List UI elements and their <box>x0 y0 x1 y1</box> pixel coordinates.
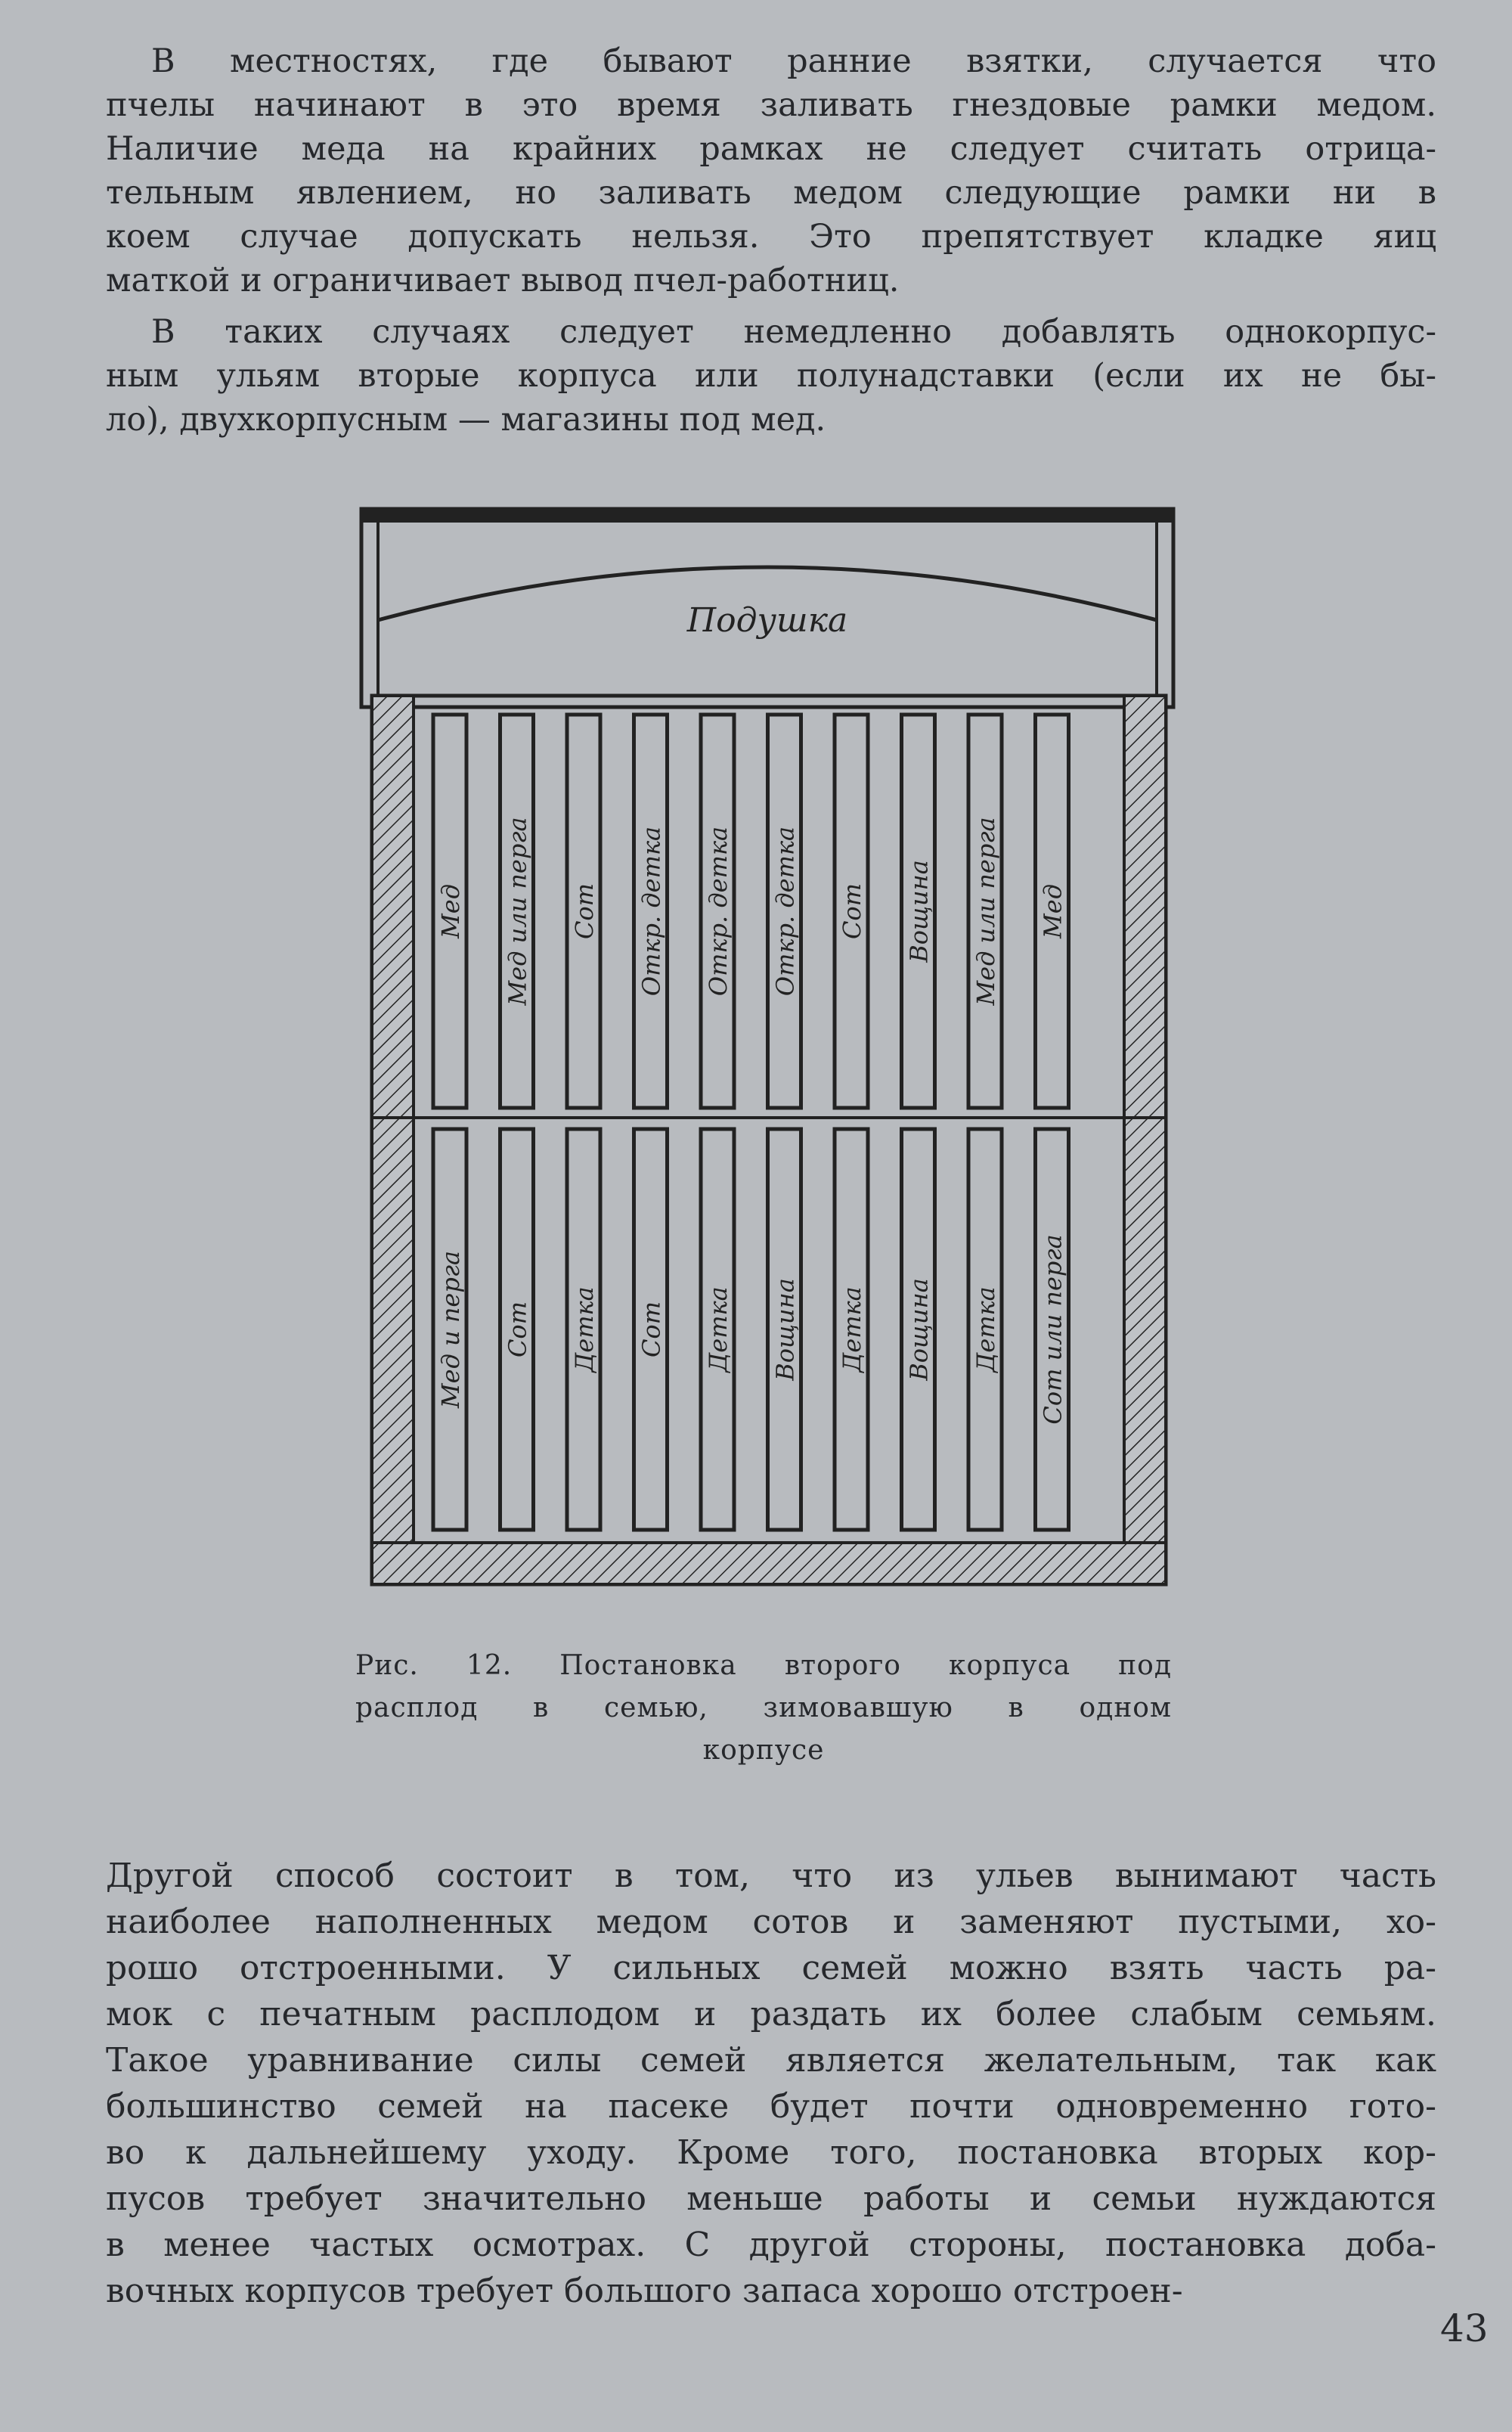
text-line: пусов требует значительно меньше работы и семьи нуждаются <box>106 2179 1436 2218</box>
text-line: коем случае допускать нельзя. Это препятствует кладке яиц <box>106 218 1436 256</box>
text-line: мок с печатным расплодом и раздать их более слабым семьям. <box>106 1995 1436 2033</box>
frame <box>567 1129 600 1530</box>
frame-label: Сот <box>838 883 866 940</box>
frame <box>768 1129 801 1530</box>
caption-line: корпусе <box>702 1735 825 1766</box>
frame-label: Вощина <box>770 1278 800 1381</box>
frame <box>567 715 600 1108</box>
frame <box>701 715 734 1108</box>
page-number: 43 <box>1440 2306 1489 2350</box>
frame-label: Детка <box>838 1286 866 1373</box>
frame <box>968 1129 1002 1530</box>
frame-label: Откр. детка <box>770 826 800 997</box>
text-line: Другой способ состоит в том, что из ульев вынимают часть <box>106 1857 1436 1895</box>
paragraph-1 <box>106 39 1436 302</box>
frame <box>968 715 1002 1108</box>
text-line: во к дальнейшему уходу. Кроме того, постановка вторых кор- <box>106 2133 1436 2172</box>
upper-body-frames <box>433 715 1069 1108</box>
frame-label: Откр. детка <box>637 826 666 997</box>
frame <box>634 1129 668 1530</box>
text-line: Такое уравнивание силы семей является желательным, так как <box>106 2041 1436 2080</box>
frame-label: Детка <box>971 1286 1000 1373</box>
left-wall <box>372 696 414 1550</box>
frame-label: Вощина <box>904 1278 934 1381</box>
frame <box>1036 715 1069 1108</box>
text-line: большинство семей на пасеке будет почти одновременно гото- <box>106 2087 1436 2126</box>
text-line: В таких случаях следует немедленно добавлять однокорпус- <box>151 313 1436 351</box>
frame-label: Мед <box>436 884 465 938</box>
frame-label: Мед и перга <box>436 1250 465 1409</box>
bottom-board <box>372 1543 1166 1584</box>
figure-caption <box>355 1645 1172 1772</box>
frame-label: Сот <box>637 1301 666 1358</box>
frame-label: Вощина <box>904 860 934 963</box>
frame-label: Мед или перга <box>503 817 532 1006</box>
frame-label: Сот <box>503 1301 532 1358</box>
frame <box>500 1129 534 1530</box>
text-line: вочных корпусов требует большого запаса хорошо отстроен- <box>106 2272 1183 2310</box>
text-line: ло), двухкорпусным — магазины под мед. <box>106 401 826 439</box>
text-line: наиболее наполненных медом сотов и заменяют пустыми, хо- <box>106 1903 1436 1941</box>
frame <box>902 715 935 1108</box>
frame-label: Сот или перга <box>1038 1234 1067 1425</box>
frame-label: Детка <box>704 1286 733 1373</box>
frame-label: Откр. детка <box>704 826 733 997</box>
caption-line: расплод в семью, зимовавшую в одном <box>355 1692 1172 1723</box>
frame <box>768 715 801 1108</box>
paragraph-3 <box>106 1853 1436 2314</box>
lower-body-frames <box>433 1129 1069 1530</box>
text-line: ным ульям вторые корпуса или полунадставки (если их не бы- <box>106 357 1436 395</box>
frame <box>902 1129 935 1530</box>
hive-diagram <box>348 495 1179 1599</box>
text-line: пчелы начинают в это время заливать гнездовые рамки медом. <box>106 86 1436 124</box>
frame <box>634 715 668 1108</box>
frame <box>433 1129 466 1530</box>
frame <box>835 1129 868 1530</box>
frame <box>1036 1129 1069 1530</box>
text-line: маткой и ограничивает вывод пчел-работниц. <box>106 262 900 299</box>
frame <box>701 1129 734 1530</box>
text-line: в менее частых осмотрах. С другой стороны, постановка доба- <box>106 2226 1436 2264</box>
frame <box>835 715 868 1108</box>
pillow-label: Подушка <box>686 601 848 640</box>
frame <box>500 715 534 1108</box>
frame-label: Мед <box>1038 884 1067 938</box>
text-line: рошо отстроенными. У сильных семей можно взять часть ра- <box>106 1949 1436 1987</box>
text-line: тельным явлением, но заливать медом следующие рамки ни в <box>106 174 1436 212</box>
frame <box>433 715 466 1108</box>
paragraph-2 <box>106 310 1436 442</box>
pillow-lid <box>361 509 1173 715</box>
text-line: Наличие меда на крайних рамках не следует считать отрица- <box>106 130 1436 168</box>
caption-line: Рис. 12. Постановка второго корпуса под <box>355 1650 1172 1681</box>
frame-label: Мед или перга <box>971 817 1000 1006</box>
frame-label: Сот <box>570 883 599 940</box>
frame-label: Детка <box>570 1286 599 1373</box>
right-wall <box>1124 696 1166 1550</box>
text-line: В местностях, где бывают ранние взятки, случается что <box>151 42 1436 80</box>
